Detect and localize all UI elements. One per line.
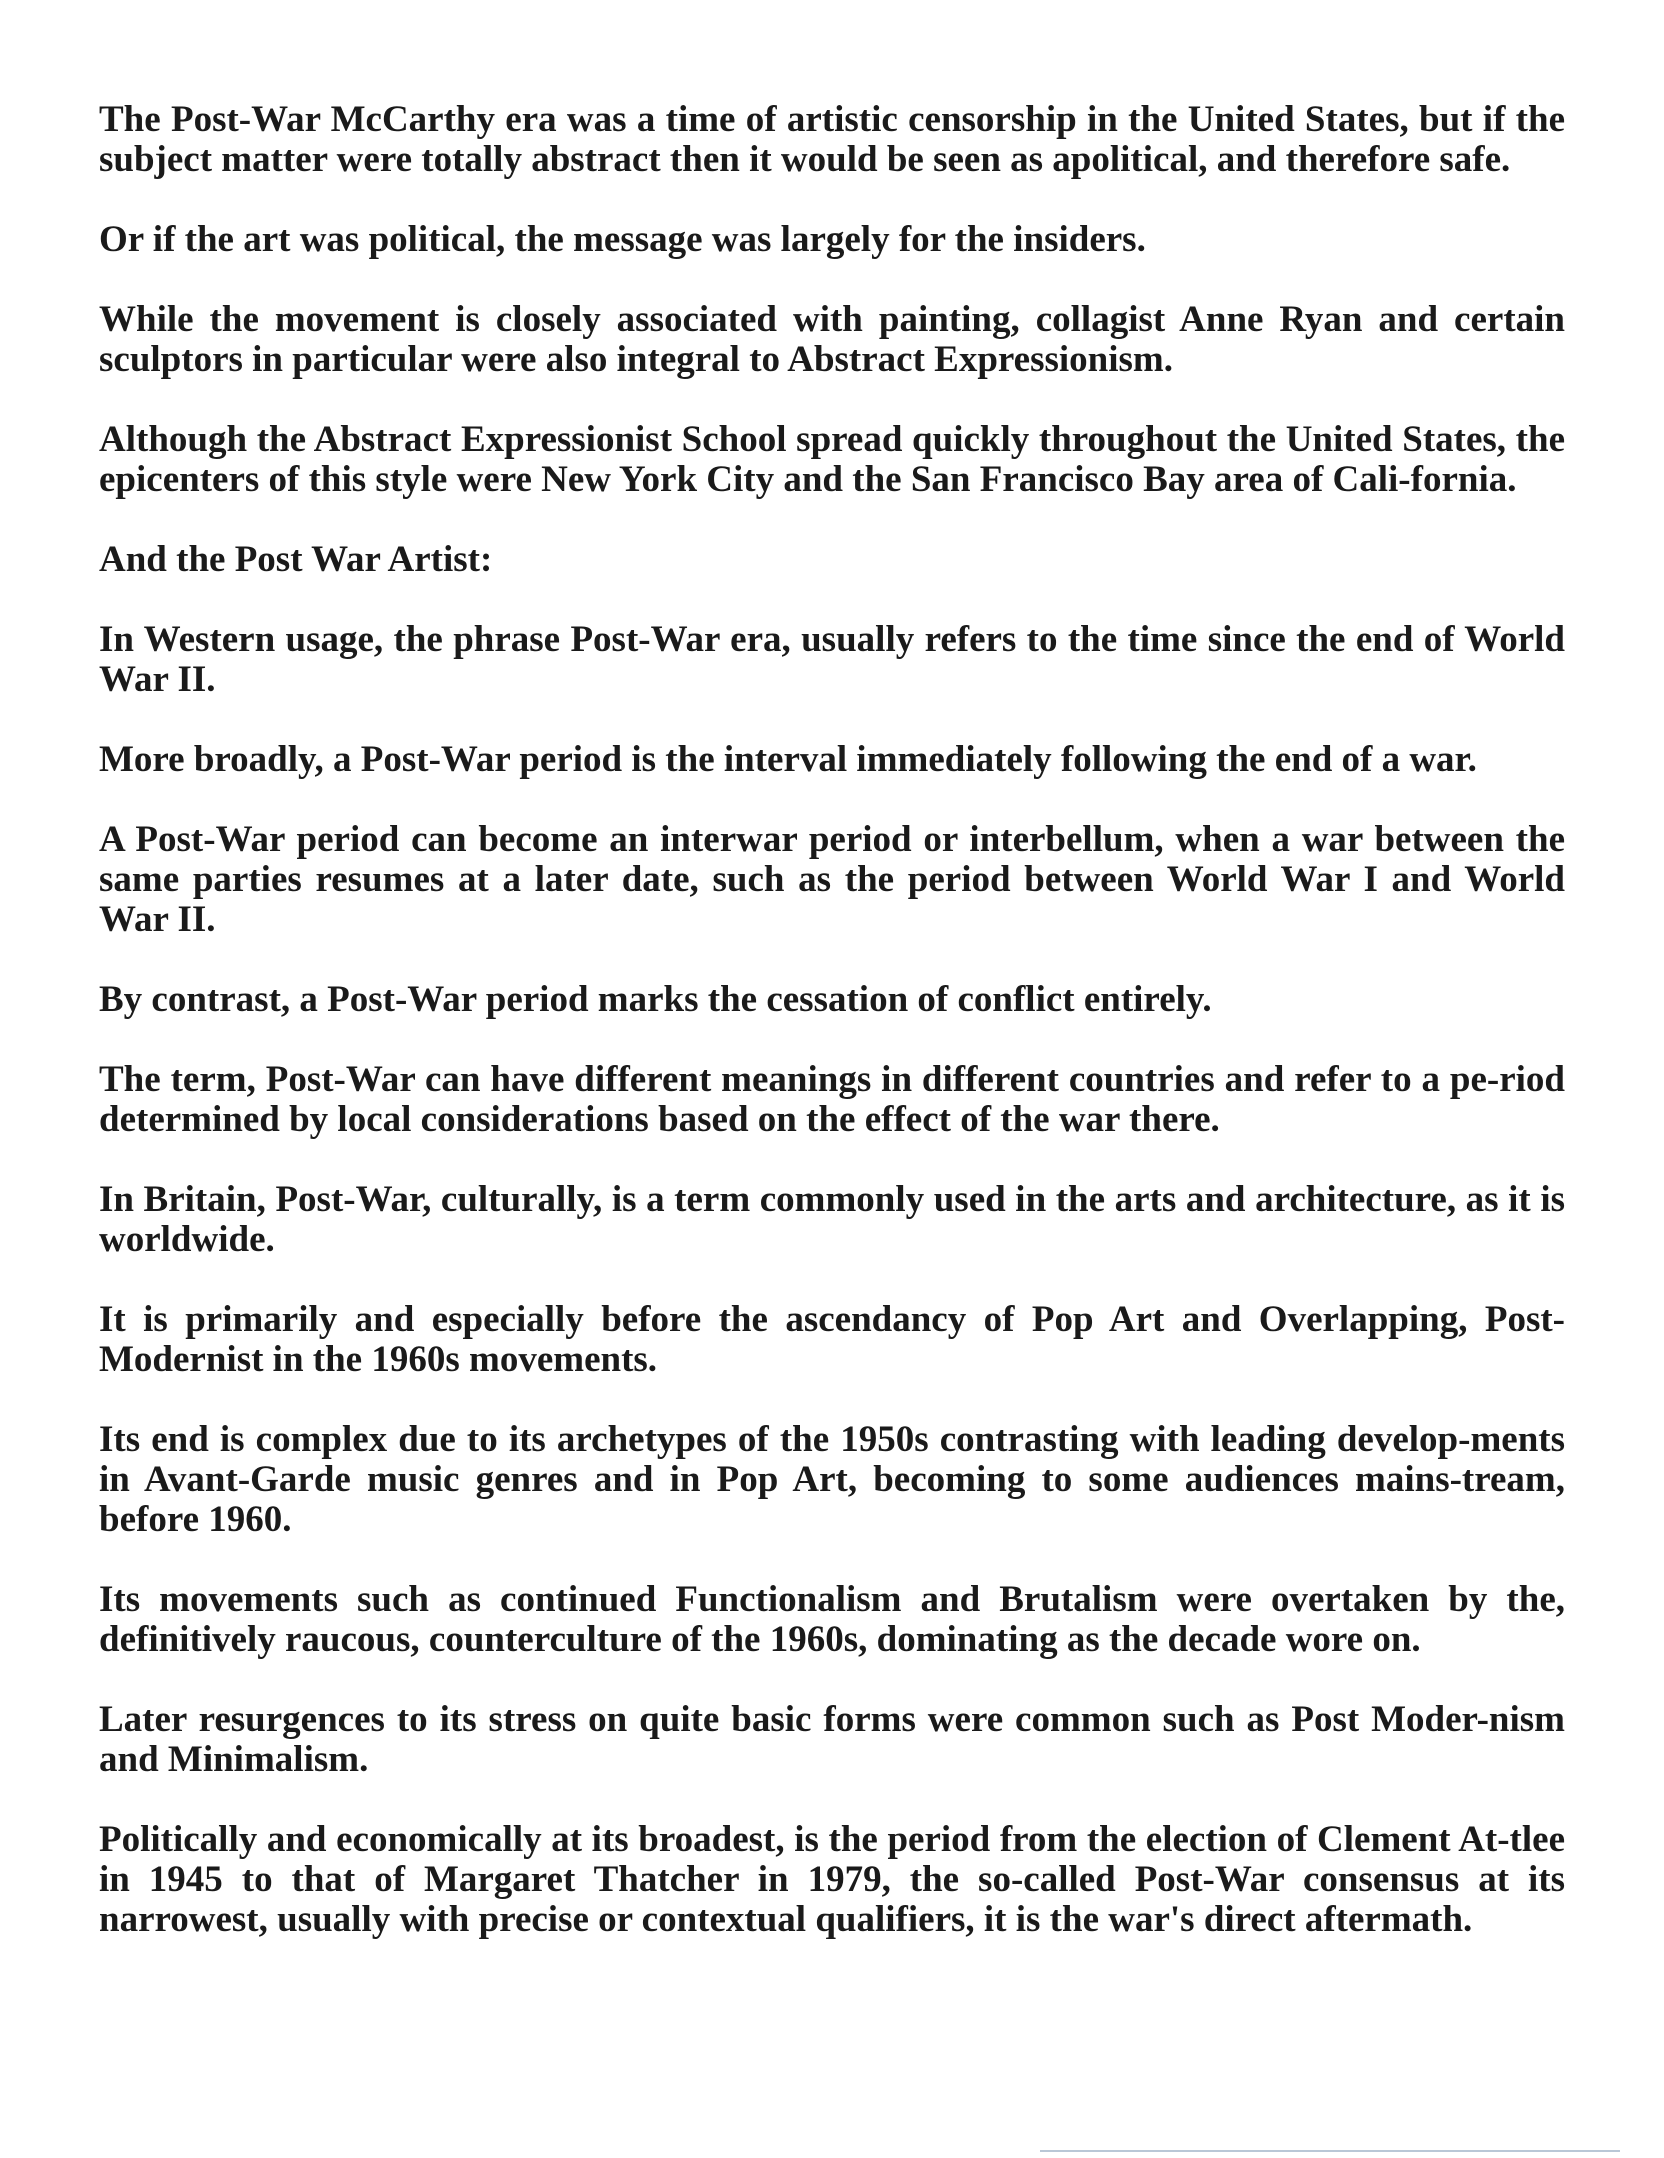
paragraph-movements: Its movements such as continued Functionalism and Brutalism were overtaken by the, definitively raucous, counterculture of the 1960s, dominating as the decade wore on. [99,1579,1565,1660]
paragraph-pop-art: It is primarily and especially before the ascendancy of Pop Art and Overlapping, Post-Modernist in the 1960s movements. [99,1299,1565,1380]
paragraph-mccarthy-era: The Post-War McCarthy era was a time of artistic censorship in the United States, but if the subject matter were totally abstract then it would be seen as apolitical, and therefore safe. [99,99,1565,180]
paragraph-britain: In Britain, Post-War, culturally, is a term commonly used in the arts and architecture, as it is worldwide. [99,1179,1565,1260]
paragraph-epicenters: Although the Abstract Expressionist School spread quickly throughout the United States, the epicenters of this style were New York City and the San Francisco Bay area of Cali-fornia. [99,419,1565,500]
paragraph-political-art: Or if the art was political, the message was largely for the insiders. [99,219,1146,260]
paragraph-broad-definition: More broadly, a Post-War period is the interval immediately following the end of a war. [99,739,1477,780]
paragraph-resurgences: Later resurgences to its stress on quite basic forms were common such as Post Moder-nism and Minimalism. [99,1699,1565,1780]
paragraph-politically: Politically and economically at its broadest, is the period from the election of Clement At-tlee in 1945 to that of Margaret Thatcher in 1979, the so-called Post-War consensus at its narrowest, usually with precise or contextual qualifiers, it is the war's direct aftermath. [99,1819,1565,1940]
paragraph-cessation: By contrast, a Post-War period marks the cessation of conflict entirely. [99,979,1212,1020]
paragraph-western-usage: In Western usage, the phrase Post-War era, usually refers to the time since the end of World War II. [99,619,1565,700]
bottom-edge-line [1040,2150,1620,2152]
paragraph-meanings: The term, Post-War can have different meanings in different countries and refer to a pe-riod determined by local considerations based on the effect of the war there. [99,1059,1565,1140]
body-text [99,100,1565,1980]
paragraph-movement-sculptors: While the movement is closely associated with painting, collagist Anne Ryan and certain sculptors in particular were also integral to Abstract Expressionism. [99,299,1565,380]
paragraph-interwar: A Post-War period can become an interwar period or interbellum, when a war between the same parties resumes at a later date, such as the period between World War I and World War II. [99,819,1565,940]
paragraph-post-war-artist: And the Post War Artist: [99,539,493,580]
paragraph-end-complex: Its end is complex due to its archetypes of the 1950s contrasting with leading develop-ments in Avant-Garde music genres and in Pop Art, becoming to some audiences mains-tream, before 1960. [99,1419,1565,1540]
